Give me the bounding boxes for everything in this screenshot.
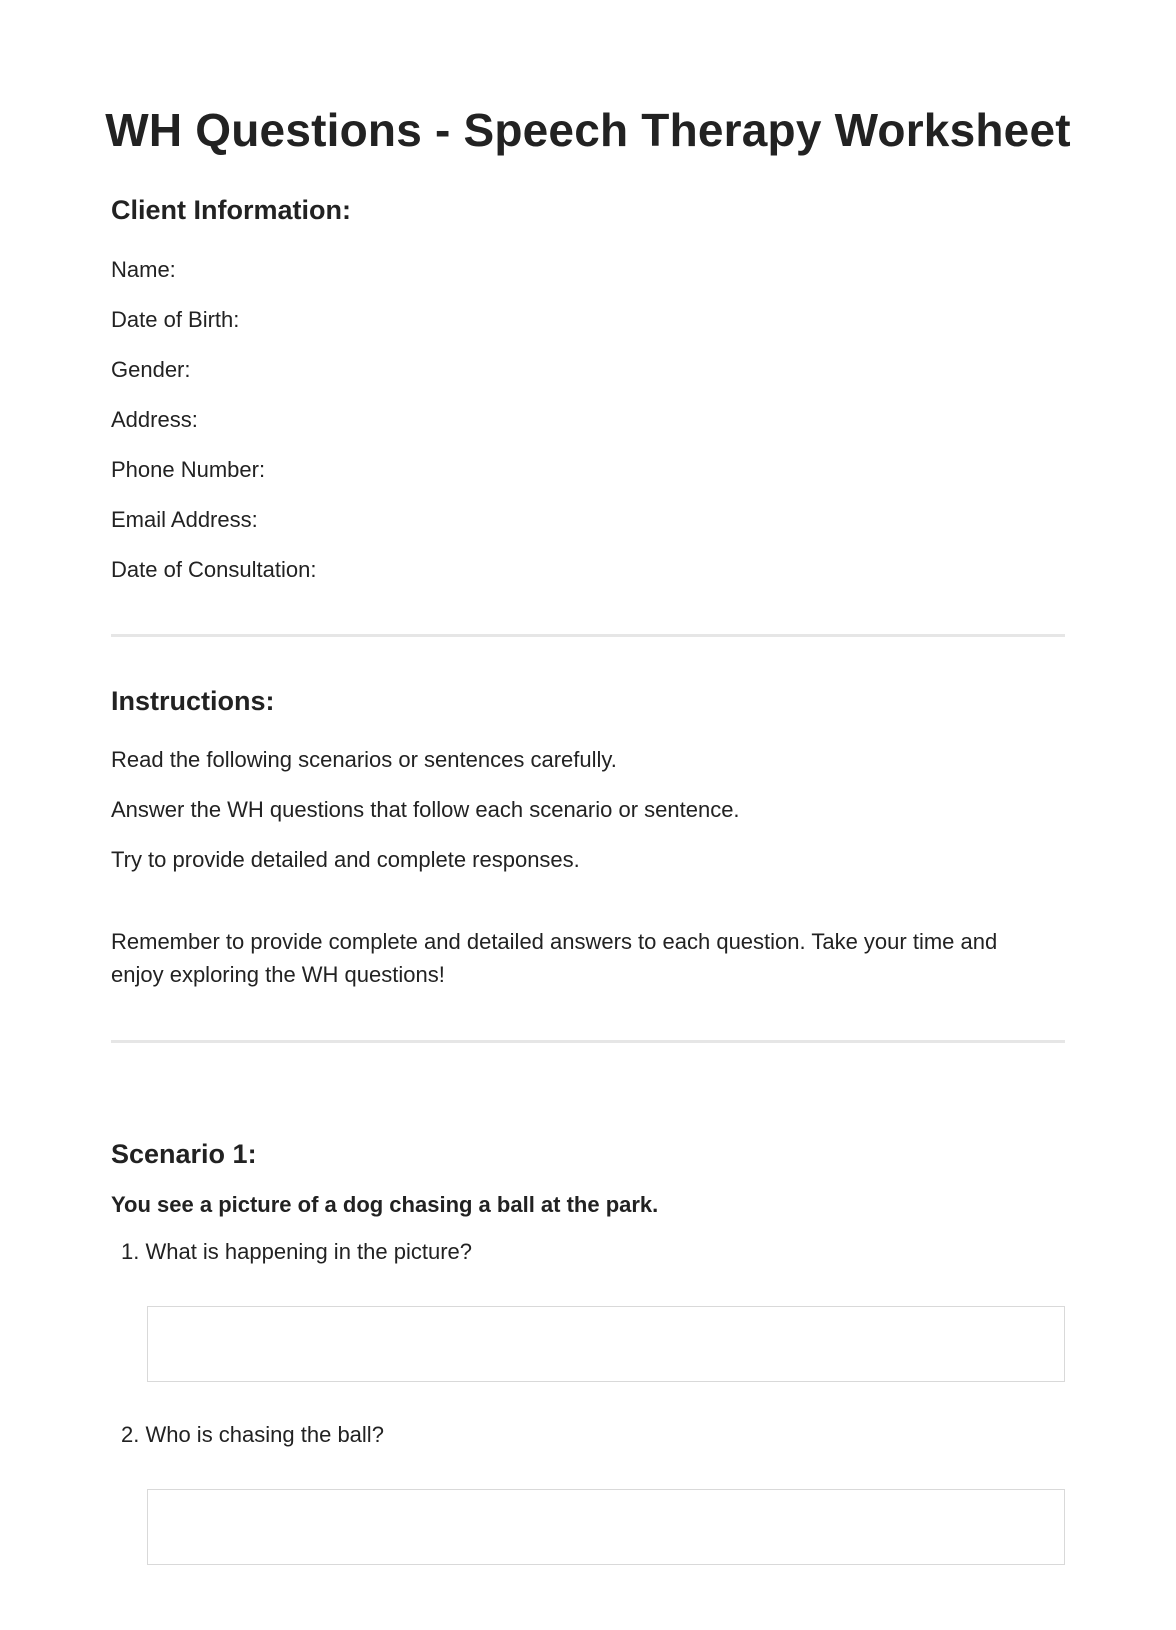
- answer-box-2[interactable]: [147, 1489, 1065, 1565]
- page-title: WH Questions - Speech Therapy Worksheet: [105, 104, 1071, 156]
- instruction-line: Answer the WH questions that follow each scenario or sentence.: [111, 797, 740, 822]
- question-2: 2. Who is chasing the ball?: [121, 1422, 384, 1447]
- question-1: 1. What is happening in the picture?: [121, 1239, 473, 1264]
- instructions-heading: Instructions:: [111, 686, 275, 716]
- field-phone-label: Phone Number:: [111, 457, 266, 482]
- field-consultation-date-label: Date of Consultation:: [111, 557, 317, 582]
- scenario-heading: Scenario 1:: [111, 1139, 257, 1169]
- scenario-prompt: You see a picture of a dog chasing a ball at the park.: [111, 1192, 659, 1217]
- instruction-line: Read the following scenarios or sentences carefully.: [111, 747, 617, 772]
- instruction-reminder: Remember to provide complete and detailed answers to each question. Take your time and enjoy exploring the WH questions!: [111, 929, 998, 987]
- instruction-line: Try to provide detailed and complete responses.: [111, 847, 580, 872]
- answer-box-1[interactable]: [147, 1306, 1065, 1382]
- section-divider: [111, 1040, 1065, 1043]
- field-gender-label: Gender:: [111, 357, 191, 382]
- field-email-label: Email Address:: [111, 507, 258, 532]
- field-name-label: Name:: [111, 257, 176, 282]
- field-address-label: Address:: [111, 407, 198, 432]
- section-divider: [111, 634, 1065, 637]
- field-dob-label: Date of Birth:: [111, 307, 240, 332]
- client-info-heading: Client Information:: [111, 195, 351, 225]
